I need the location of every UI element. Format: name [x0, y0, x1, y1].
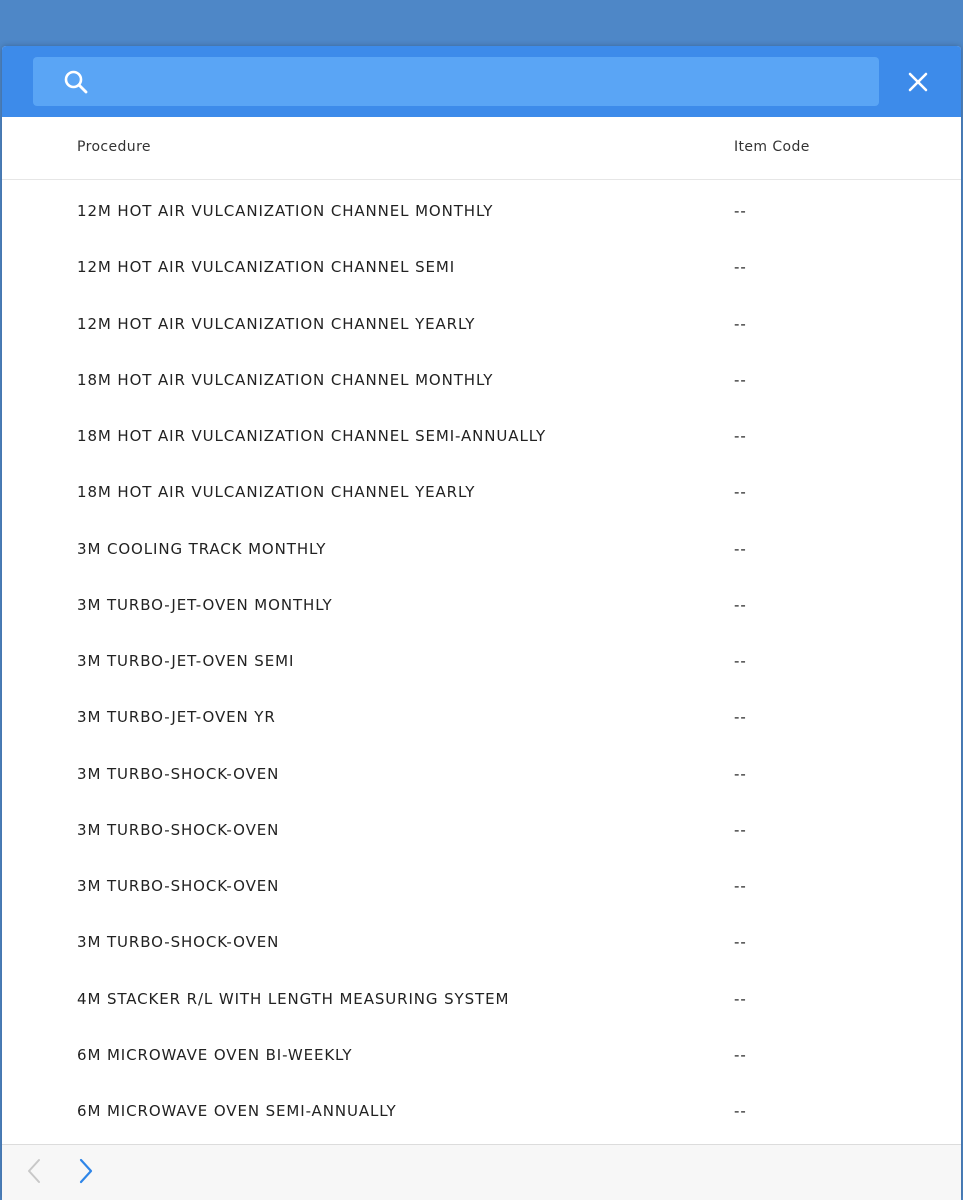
search-icon — [63, 69, 89, 95]
item-code: -- — [734, 483, 747, 502]
item-code: -- — [734, 258, 747, 277]
procedure-name: 3M TURBO-JET-OVEN SEMI — [77, 652, 295, 670]
item-code: -- — [734, 314, 747, 333]
table-row[interactable] — [2, 293, 961, 349]
table-row[interactable] — [2, 1024, 961, 1080]
table-row[interactable] — [2, 461, 961, 517]
item-code: -- — [734, 652, 747, 670]
table-row[interactable] — [2, 180, 961, 236]
column-header-item-code: Item Code — [734, 139, 810, 155]
procedure-name: 18M HOT AIR VULCANIZATION CHANNEL SEMI-ANNUALLY — [77, 427, 547, 445]
table-row[interactable] — [2, 405, 961, 461]
procedure-name: 6M MICROWAVE OVEN SEMI-ANNUALLY — [77, 1102, 397, 1120]
table-row[interactable] — [2, 855, 961, 911]
item-code: -- — [734, 820, 747, 839]
procedure-list[interactable] — [2, 180, 961, 1144]
item-code: -- — [734, 708, 747, 727]
item-code: -- — [734, 764, 747, 783]
chevron-left-icon[interactable] — [22, 1157, 46, 1185]
table-row[interactable] — [2, 630, 961, 686]
close-icon[interactable] — [900, 64, 936, 100]
procedure-name: 3M TURBO-SHOCK-OVEN — [77, 933, 280, 952]
procedure-name: 12M HOT AIR VULCANIZATION CHANNEL SEMI — [77, 258, 456, 277]
procedure-name: 3M TURBO-SHOCK-OVEN — [77, 877, 280, 895]
table-row[interactable] — [2, 1080, 961, 1136]
item-code: -- — [734, 877, 747, 895]
item-code: -- — [734, 989, 747, 1008]
item-code: -- — [734, 202, 747, 220]
procedure-name: 3M TURBO-JET-OVEN MONTHLY — [77, 595, 333, 614]
search-header — [2, 46, 961, 117]
table-row[interactable] — [2, 911, 961, 967]
procedure-name: 18M HOT AIR VULCANIZATION CHANNEL MONTHLY — [77, 370, 494, 389]
table-row[interactable] — [2, 349, 961, 405]
procedure-name: 3M TURBO-SHOCK-OVEN — [77, 820, 280, 839]
procedure-name: 4M STACKER R/L WITH LENGTH MEASURING SYSTEM — [77, 989, 510, 1008]
procedure-name: 3M TURBO-JET-OVEN YR — [77, 708, 276, 727]
procedure-name: 18M HOT AIR VULCANIZATION CHANNEL YEARLY — [77, 483, 476, 502]
table-row[interactable] — [2, 743, 961, 799]
search-box[interactable] — [33, 57, 879, 106]
item-code: -- — [734, 1045, 747, 1064]
table-header — [2, 117, 961, 180]
pagination-footer — [2, 1144, 961, 1200]
chevron-right-icon[interactable] — [74, 1157, 98, 1185]
procedure-name: 3M TURBO-SHOCK-OVEN — [77, 764, 280, 783]
item-code: -- — [734, 933, 747, 952]
table-row[interactable] — [2, 236, 961, 292]
procedure-name: 12M HOT AIR VULCANIZATION CHANNEL YEARLY — [77, 314, 476, 333]
item-code: -- — [734, 595, 747, 614]
table-row[interactable] — [2, 518, 961, 574]
table-row[interactable] — [2, 574, 961, 630]
item-code: -- — [734, 427, 747, 445]
procedure-picker-modal — [2, 46, 961, 1200]
search-input[interactable] — [99, 65, 863, 100]
backdrop — [0, 0, 963, 48]
column-header-procedure: Procedure — [77, 139, 151, 155]
procedure-name: 3M COOLING TRACK MONTHLY — [77, 539, 327, 558]
procedure-name: 12M HOT AIR VULCANIZATION CHANNEL MONTHLY — [77, 202, 494, 220]
item-code: -- — [734, 1102, 747, 1120]
table-row[interactable] — [2, 799, 961, 855]
table-row[interactable] — [2, 968, 961, 1024]
item-code: -- — [734, 370, 747, 389]
table-row[interactable] — [2, 686, 961, 742]
procedure-name: 6M MICROWAVE OVEN BI-WEEKLY — [77, 1045, 353, 1064]
item-code: -- — [734, 539, 747, 558]
